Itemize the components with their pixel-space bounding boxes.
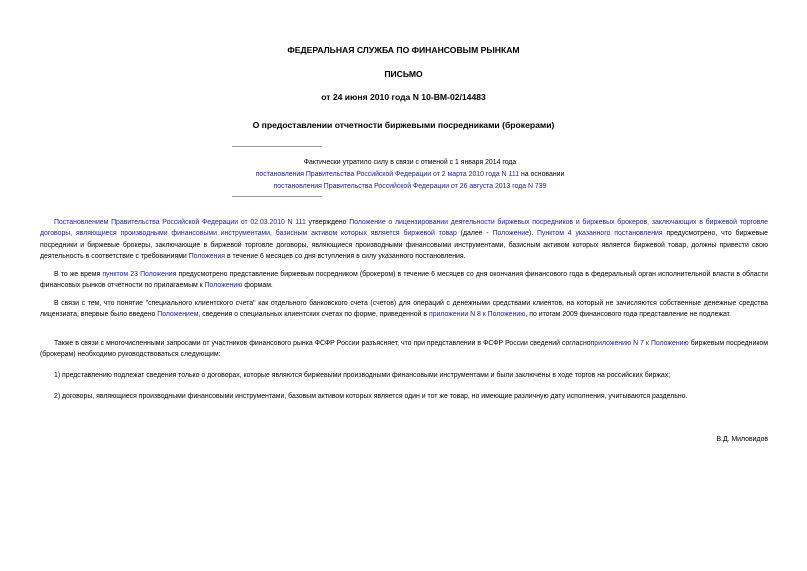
note-line-3 [200,181,620,193]
link-decree-111[interactable]: Постановлением Правительства Российской Федерации от 02.03.2010 N 111 [54,219,306,226]
note-link-decree-111[interactable]: постановления Правительства Российской Федерации от 2 марта 2010 года N 111 [255,170,520,178]
signature: В.Д. Миловидов [716,436,768,443]
doc-type: ПИСЬМО [384,69,423,79]
paragraph-3 [40,298,768,321]
p4-text-2: биржевым посредником (брокерам) необходимо руководствоваться следующим: [40,340,768,359]
p2-text-1: В то же время [54,271,103,278]
agency-title: ФЕДЕРАЛЬНАЯ СЛУЖБА ПО ФИНАНСОВЫМ РЫНКАМ [287,45,520,55]
link-regulation-4[interactable]: Положением [157,311,199,319]
link-licensing-regulation[interactable]: Положение о лицензировании деятельности биржевых посредников и биржевых брокеров, заключающих в биржевой торговле договоры, являющиеся производными финансовыми инструментами, базисным активом которых является биржевой товар [40,219,769,238]
paragraph-2 [40,269,768,292]
link-regulation[interactable]: Положение [492,230,529,238]
paragraph-1 [40,217,768,263]
paragraph-item-1: 1) представлению подлежат сведения только о договорах, которые являются биржевыми производными финансовыми инструментами и были заключены в ходе торгов на российских биржах; [54,372,671,379]
p1-text-1: утверждено [305,219,350,226]
paragraph-item-2: 2) договоры, являющиеся производными финансовыми инструментами, базовым активом которых является один и тот же товар, но имеющие различную дату исполнения, учитываются раздельно. [54,393,688,400]
paragraph-4 [40,338,768,361]
p1-text-4: предусмотрено, что биржевые посредники и биржевые брокеры, заключающие в биржевой торговле договоры, являющиеся производными финансовыми инструментами, базисным активом которых является биржевой товар, должны привести свою деятельность в соответствие с требованиями [40,230,769,261]
p3-text-2: , сведения о специальных клиентских счетах по форме, приведенной в [198,311,429,319]
p1-text-3: ). [528,230,537,238]
p1-text-2: (далее - [456,230,493,238]
doc-subject: О предоставлении отчетности биржевыми посредниками (брокерами) [252,120,555,130]
link-clause-4[interactable]: Пунктом 4 указанного постановления [536,230,663,238]
divider-top [232,146,322,147]
note-line-1: Фактически утратило силу в связи с отменой с 1 января 2014 года [303,159,517,166]
p3-text-1: В связи с тем, что понятие "специального клиентского счета" как отдельного банковского счета (счетов) для операций с денежными средствами клиентов, на который не зачисляются собственные денежные средства лицензиата, впервые было введено [40,300,768,319]
link-regulation-2[interactable]: Положения [188,253,226,261]
note-line-2 [200,169,620,181]
doc-date-number: от 24 июня 2010 года N 10-ВМ-02/14483 [321,92,486,102]
note-line-2-text: на основании [519,170,565,178]
p1-text-5: в течение 6 месяцев со дня вступления в силу указанного постановления. [225,253,466,261]
link-appendix-7[interactable]: приложению N 7 к Положению [590,340,689,347]
p4-text-1: Также в связи с многочисленными запросами от участников финансового рынка ФСФР России разъясняет, что при представлении в ФСФР России сведений согласно [54,340,591,347]
link-clause-23[interactable]: пунктом 23 Положения [102,271,177,278]
p2-text-3: формам. [242,282,273,290]
link-appendix-8[interactable]: приложении N 8 к Положению [428,311,526,319]
link-regulation-3[interactable]: Положению [204,282,243,290]
divider-bottom [232,196,322,197]
status-note [200,157,620,192]
p2-text-2: предусмотрено представление биржевым посредником (брокером) в течение 6 месяцев со дня окончания финансового года в федеральный орган исполнительной власти в области финансовых рынков отчетности по прилагаемым к [40,271,768,290]
note-link-decree-739[interactable]: постановления Правительства Российской Федерации от 26 августа 2013 года N 739 [273,182,547,190]
p3-text-3: , по итогам 2009 финансового года представление не подлежат. [525,311,731,319]
